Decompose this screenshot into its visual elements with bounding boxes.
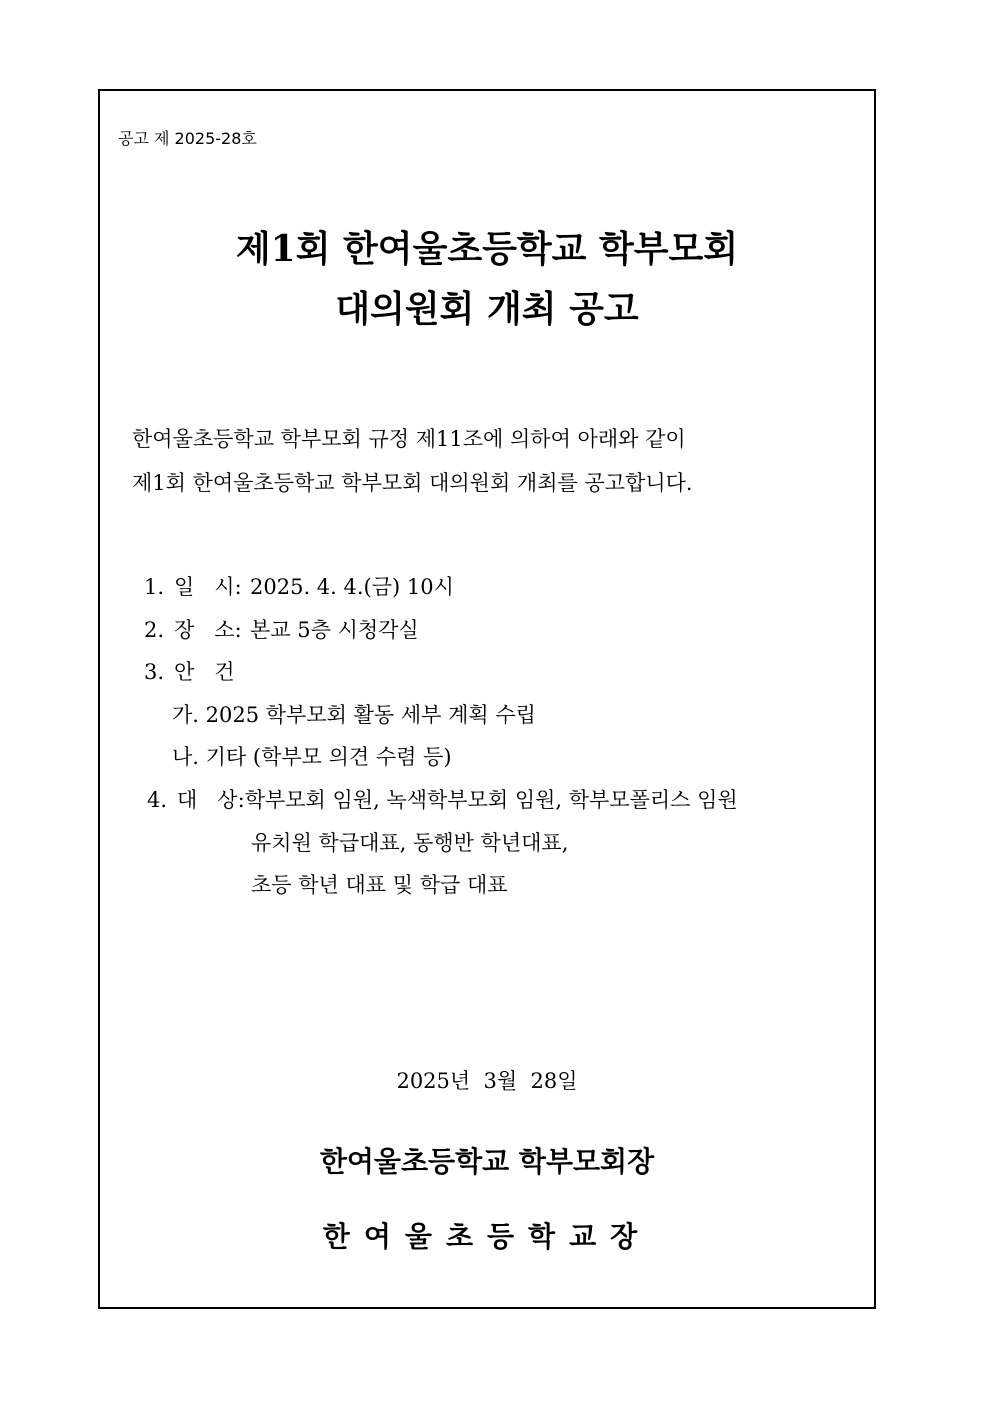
agenda-sub-item-1: 가. 2025 학부모회 활동 세부 계획 수립: [172, 703, 536, 727]
notice-number: 공고 제 2025-28호: [118, 129, 257, 148]
item-value: 본교 5층 시청각실: [250, 618, 419, 642]
item-label: 장 소:: [174, 618, 242, 642]
item-label: 일 시:: [174, 575, 242, 599]
item-label: 대 상:: [177, 788, 245, 812]
document-border: [98, 89, 876, 1309]
notice-date: 2025년 3월 28일: [396, 1069, 578, 1093]
item-number: 4.: [147, 788, 168, 812]
item-agenda: [144, 657, 235, 687]
intro-line-2: 제1회 한여울초등학교 학부모회 대의원회 개최를 공고합니다.: [132, 471, 693, 495]
target-line-3: 초등 학년 대표 및 학급 대표: [251, 873, 508, 897]
title-line-2: 대의원회 개최 공고: [335, 288, 639, 330]
item-value: 2025. 4. 4.(금) 10시: [250, 575, 454, 599]
item-datetime: [144, 572, 454, 602]
intro-line-1: 한여울초등학교 학부모회 규정 제11조에 의하여 아래와 같이: [132, 427, 686, 451]
title-line-1: 제1회 한여울초등학교 학부모회: [235, 228, 739, 270]
item-number: 1.: [144, 575, 165, 599]
agenda-sub-item-2: 나. 기타 (학부모 의견 수렴 등): [172, 745, 452, 769]
signature-school-principal: 한여울초등학교장: [322, 1220, 652, 1253]
target-line-2: 유치원 학급대표, 동행반 학년대표,: [251, 831, 569, 855]
item-value: 학부모회 임원, 녹색학부모회 임원, 학부모폴리스 임원: [244, 788, 738, 812]
item-target: [147, 785, 738, 815]
signature-parent-council-president: 한여울초등학교 학부모회장: [319, 1145, 655, 1178]
item-place: [144, 615, 419, 645]
item-number: 2.: [144, 618, 165, 642]
item-number: 3.: [144, 660, 165, 684]
item-label: 안 건: [174, 660, 235, 684]
